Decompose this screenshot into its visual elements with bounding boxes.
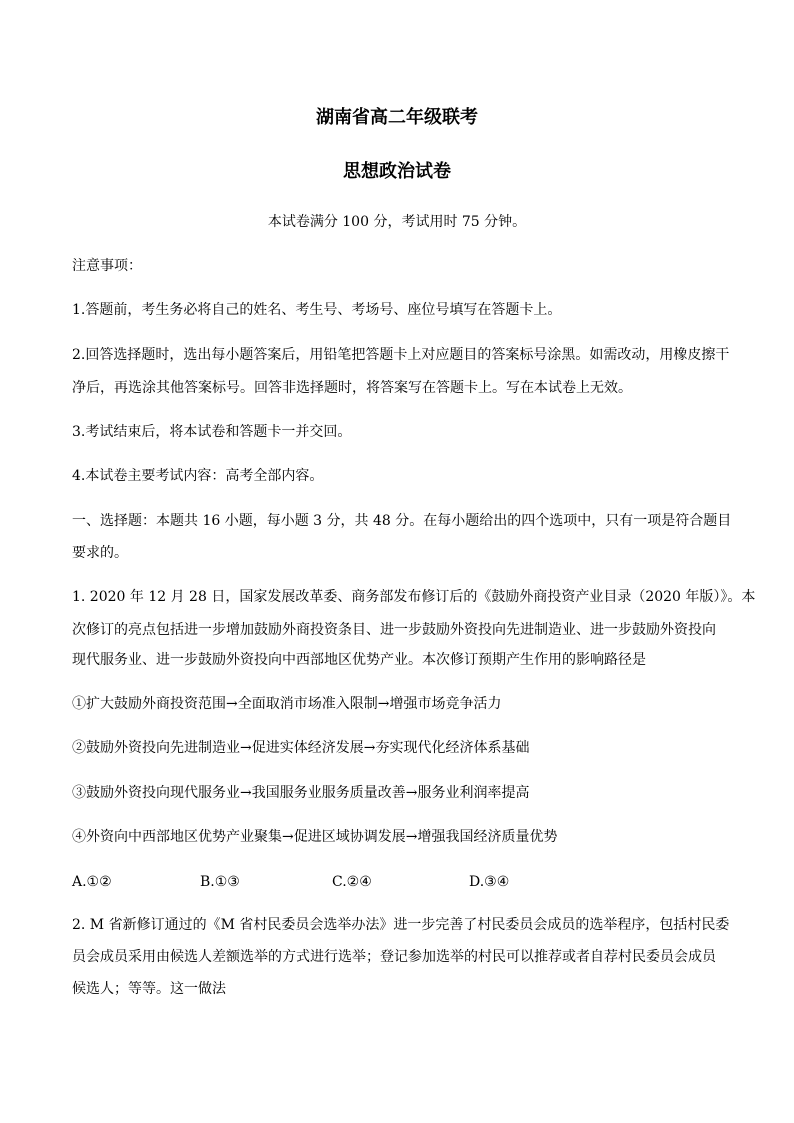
option-b: B.①③ <box>200 874 240 890</box>
question-1-statement: ①扩大鼓励外商投资范围→全面取消市场准入限制→增强市场竞争活力 <box>72 696 502 712</box>
section-heading: 一、选择题：本题共 16 小题，每小题 3 分，共 48 分。在每小题给出的四个选项中，只有一项是符合题目 <box>72 513 732 529</box>
question-1-statement: ②鼓励外资投向先进制造业→促进实体经济发展→夯实现代化经济体系基础 <box>72 740 530 756</box>
note-item: 4.本试卷主要考试内容：高考全部内容。 <box>72 468 324 484</box>
option-c: C.②④ <box>332 874 372 890</box>
question-2-stem: 候选人；等等。这一做法 <box>72 981 226 997</box>
question-2-stem: 2. M 省新修订通过的《M 省村民委员会选举办法》进一步完善了村民委员会成员的选举程序，包括村民委 <box>72 917 730 933</box>
question-1-stem: 1. 2020 年 12 月 28 日，国家发展改革委、商务部发布修订后的《鼓励外商投资产业目录（2020 年版）》。本 <box>72 589 756 605</box>
exam-info: 本试卷满分 100 分，考试用时 75 分钟。 <box>267 214 527 230</box>
question-1-statement: ④外资向中西部地区优势产业聚集→促进区域协调发展→增强我国经济质量优势 <box>72 829 558 845</box>
note-item: 净后，再选涂其他答案标号。回答非选择题时，将答案写在答题卡上。写在本试卷上无效。 <box>72 380 632 396</box>
question-2-stem: 员会成员采用由候选人差额选举的方式进行选举；登记参加选举的村民可以推荐或者自荐村民委员会成员 <box>72 949 716 965</box>
note-item: 3.考试结束后，将本试卷和答题卡一并交回。 <box>72 424 352 440</box>
section-heading-cont: 要求的。 <box>72 545 128 561</box>
question-1-stem: 次修订的亮点包括进一步增加鼓励外商投资条目、进一步鼓励外资投向先进制造业、进一步鼓励外资投向 <box>72 622 716 638</box>
note-item: 2.回答选择题时，选出每小题答案后，用铅笔把答题卡上对应题目的答案标号涂黑。如需改动，用橡皮擦干 <box>72 347 730 363</box>
option-a: A.①② <box>72 874 112 890</box>
note-item: 1.答题前，考生务必将自己的姓名、考生号、考场号、座位号填写在答题卡上。 <box>72 302 562 318</box>
page-subtitle: 思想政治试卷 <box>343 161 451 182</box>
question-1-options <box>72 872 727 892</box>
question-1-stem: 现代服务业、进一步鼓励外资投向中西部地区优势产业。本次修订预期产生作用的影响路径是 <box>72 652 646 668</box>
notes-heading: 注意事项： <box>72 258 142 274</box>
option-d: D.③④ <box>469 874 510 890</box>
page-title: 湖南省高二年级联考 <box>316 107 478 128</box>
question-1-statement: ③鼓励外资投向现代服务业→我国服务业服务质量改善→服务业利润率提高 <box>72 785 530 801</box>
